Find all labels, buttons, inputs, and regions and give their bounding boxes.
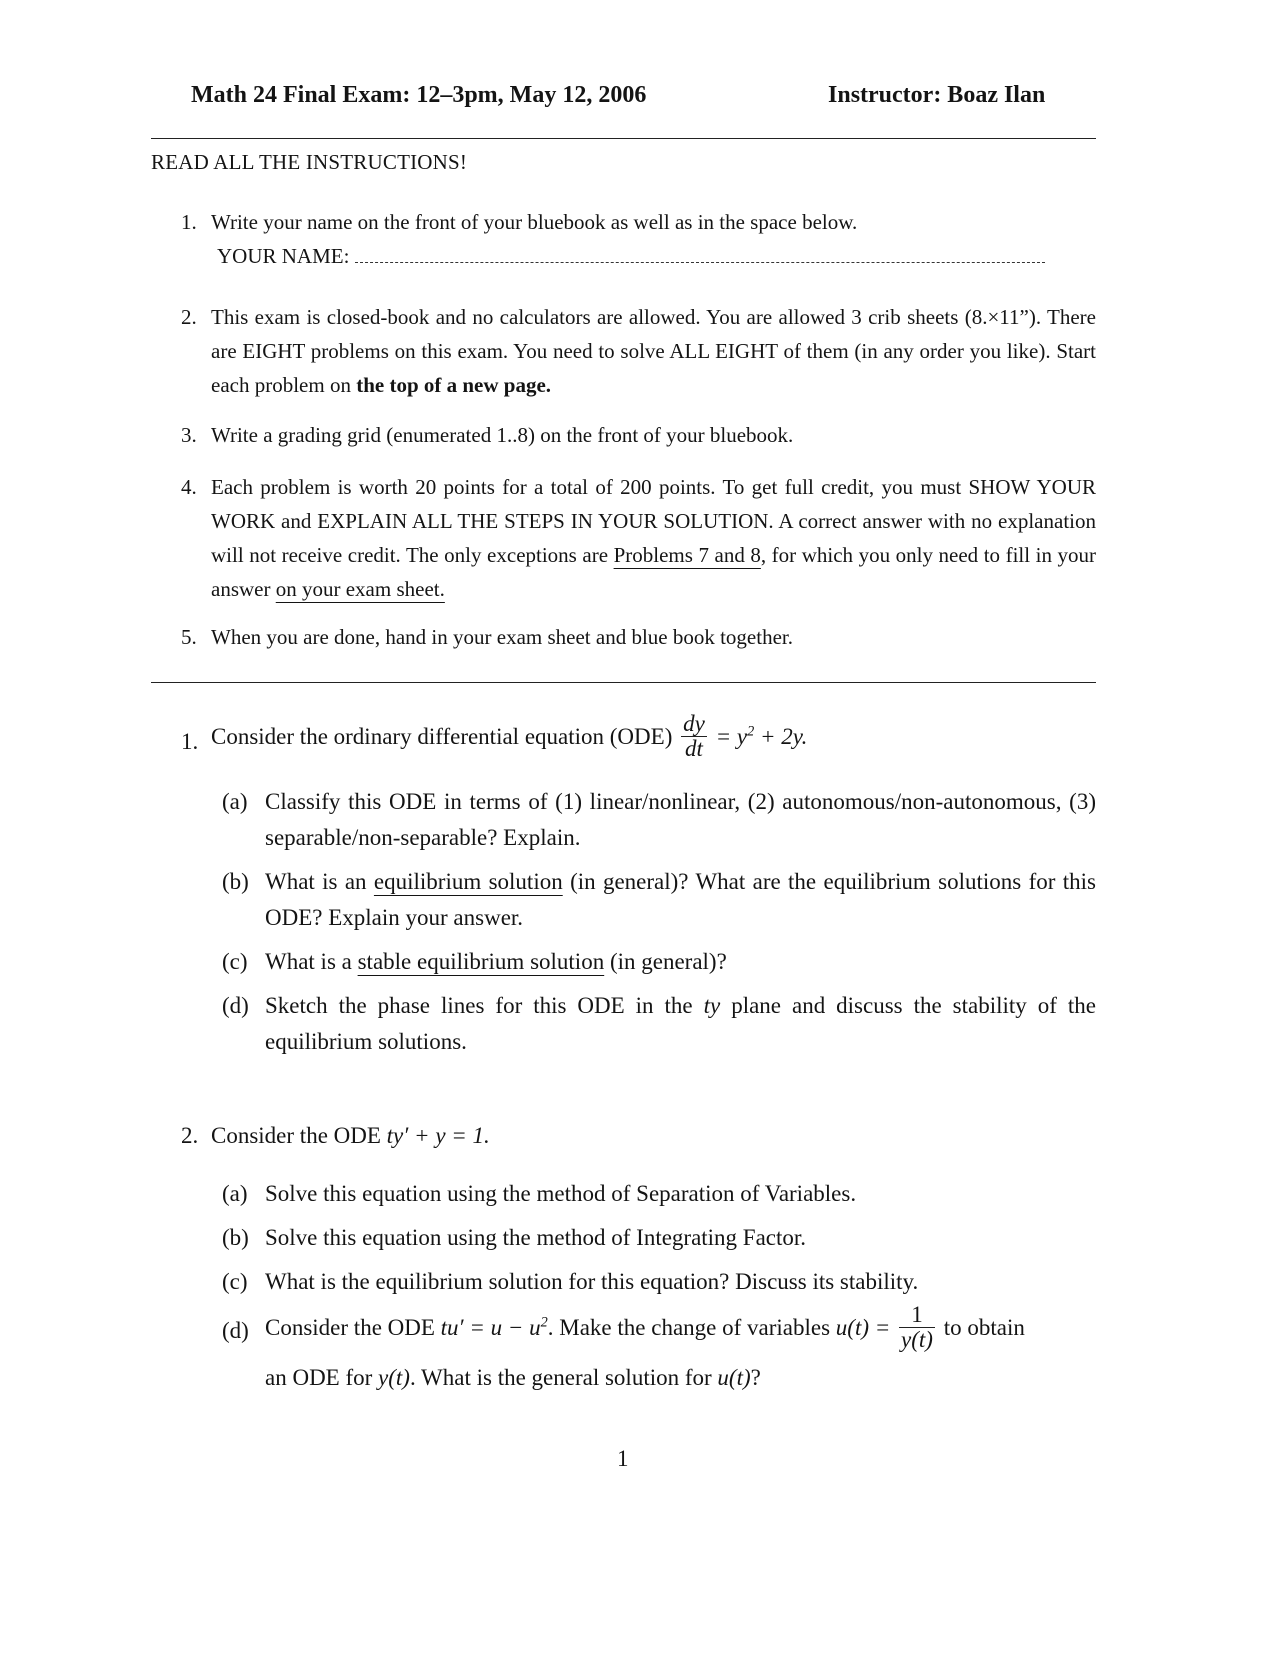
part-text: Solve this equation using the method of Integrating Factor.: [265, 1225, 807, 1250]
problem-1-part-a: [222, 784, 1096, 856]
instruction-item-3: [181, 418, 1096, 452]
problem-intro: Consider the ODE: [211, 1123, 381, 1148]
math-variable: ty: [703, 993, 721, 1018]
part-label: (c): [222, 1269, 248, 1294]
instruction-text: Each problem is worth 20 points for a total of 200 points. To get full credit, you must SHOW YOUR WORK and EXPLAIN ALL THE STEPS IN YOUR SOLUTION. A correct answer with no explanation will not receive credit. The only exceptions are Problems 7 and 8, for which you only need to fill in your answer on your exam sheet.: [211, 475, 1096, 601]
emphasis-text: the top of a new page.: [356, 373, 552, 397]
instruction-number: 5.: [181, 625, 197, 649]
name-blank[interactable]: [355, 244, 1045, 263]
part-label: (b): [222, 1225, 249, 1250]
page-number: 1: [617, 1446, 629, 1471]
part-text: Solve this equation using the method of Separation of Variables.: [265, 1181, 857, 1206]
exam-title: Math 24 Final Exam: 12–3pm, May 12, 2006: [191, 82, 647, 108]
instruction-text: When you are done, hand in your exam sheet and blue book together.: [211, 625, 793, 649]
part-label: (c): [222, 949, 248, 974]
instruction-item-4: [181, 470, 1096, 606]
problem-2-part-c: [222, 1264, 1096, 1300]
instruction-item-1: [181, 205, 1096, 273]
problem-number: 2.: [181, 1123, 199, 1148]
part-label: (a): [222, 1181, 248, 1206]
equation-rhs: = $y^2 + 2y$.: [715, 723, 808, 750]
problem-1-part-c: [222, 944, 1096, 980]
problem-1: [181, 712, 1096, 761]
instructions-heading: READ ALL THE INSTRUCTIONS!: [151, 150, 468, 174]
part-label: (d): [222, 993, 249, 1018]
reciprocal-fraction: $\frac{1}{y(t)}$: [901, 1302, 933, 1353]
problem-intro: Consider the ordinary differential equation (ODE): [211, 724, 673, 750]
instruction-number: 4.: [181, 475, 197, 499]
part-text: What is a stable equilibrium solution (in general)?: [265, 949, 727, 974]
instruction-number: 2.: [181, 305, 197, 329]
header-rule: [151, 138, 1096, 139]
math-expression: u(t) =: [835, 1315, 891, 1341]
part-text: What is an equilibrium solution (in general)? What are the equilibrium solutions for this ODE? Explain your answer.: [265, 869, 1096, 930]
instruction-text: Write your name on the front of your bluebook as well as in the space below.: [211, 210, 858, 234]
part-text-line-1: Consider the ODE $tu' = u - u^2$. Make the change of variables u(t) = $\frac{1}{y(t)}$ to obtain: [265, 1302, 1025, 1353]
problem-number: 1.: [181, 729, 199, 754]
part-text: Classify this ODE in terms of (1) linear/nonlinear, (2) autonomous/non-autonomous, (3) separable/non-separable? Explain.: [265, 789, 1096, 850]
section-rule: [151, 682, 1096, 683]
underlined-term: equilibrium solution: [373, 869, 563, 894]
underlined-text: on your exam sheet.: [275, 577, 445, 601]
instruction-number: 1.: [181, 210, 197, 234]
name-label: YOUR NAME:: [217, 244, 350, 268]
problem-2-part-b: [222, 1220, 1096, 1256]
problem-2: [181, 1118, 1096, 1154]
part-text: What is the equilibrium solution for this equation? Discuss its stability.: [265, 1269, 919, 1294]
instructor-name: Instructor: Boaz Ilan: [828, 82, 1046, 108]
instruction-text: Write a grading grid (enumerated 1..8) on the front of your bluebook.: [211, 423, 794, 447]
instruction-number: 3.: [181, 423, 197, 447]
derivative-fraction: $\frac{dy}{dt}$: [683, 711, 705, 762]
part-text-line-2: an ODE for y(t). What is the general solution for u(t)?: [265, 1365, 761, 1391]
underlined-text: Problems 7 and 8: [613, 543, 761, 567]
problem-2-part-d: [222, 1303, 1096, 1396]
problem-1-part-d: [222, 988, 1096, 1060]
problem-equation: ty′ + y = 1.: [386, 1123, 490, 1148]
instruction-item-2: [181, 300, 1096, 402]
part-text: Sketch the phase lines for this ODE in the ty plane and discuss the stability of the equilibrium solutions.: [265, 993, 1096, 1054]
part-label: (b): [222, 869, 249, 894]
name-line: [217, 239, 1096, 273]
instruction-item-5: [181, 620, 1096, 654]
underlined-term: stable equilibrium solution: [357, 949, 605, 974]
problem-2-part-a: [222, 1176, 1096, 1212]
math-expression: $tu' = u - u^2$: [440, 1314, 548, 1341]
instruction-text: This exam is closed-book and no calculators are allowed. You are allowed 3 crib sheets (8.×11”). There are EIGHT problems on this exam. You need to solve ALL EIGHT of them (in any order you like). Start each problem on the top of a new page.: [211, 305, 1096, 397]
part-label: (d): [222, 1318, 249, 1343]
problem-1-part-b: [222, 864, 1096, 936]
part-label: (a): [222, 789, 248, 814]
